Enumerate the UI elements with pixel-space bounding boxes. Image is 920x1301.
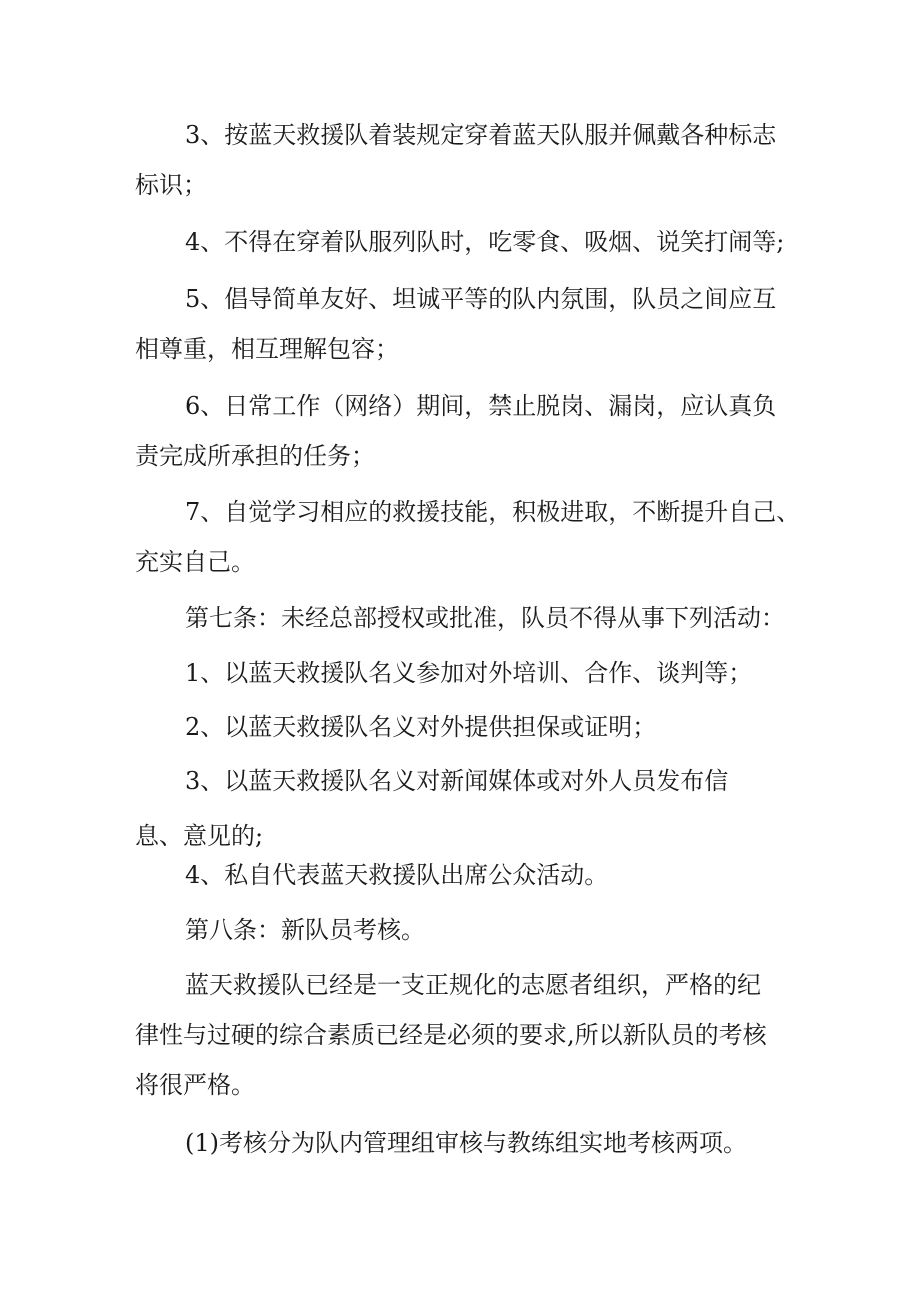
text-line: 第八条：新队员考核。 bbox=[185, 916, 425, 944]
text-line: 4、不得在穿着队服列队时，吃零食、吸烟、说笑打闹等; bbox=[185, 228, 785, 256]
text-line: 3、以蓝天救援队名义对新闻媒体或对外人员发布信 bbox=[185, 767, 729, 795]
text-line: 6、日常工作（网络）期间，禁止脱岗、漏岗，应认真负 bbox=[185, 392, 777, 420]
text-line: 5、倡导简单友好、坦诚平等的队内氛围，队员之间应互 bbox=[185, 285, 777, 313]
text-line: 3、按蓝天救援队着装规定穿着蓝天队服并佩戴各种标志 bbox=[185, 121, 777, 149]
text-line: 4、私自代表蓝天救援队出席公众活动。 bbox=[185, 861, 609, 889]
text-line: 息、意见的; bbox=[135, 822, 264, 850]
text-line: 标识； bbox=[135, 171, 207, 199]
text-line: 相尊重，相互理解包容； bbox=[135, 335, 399, 363]
text-line: 1、以蓝天救援队名义参加对外培训、合作、谈判等； bbox=[185, 659, 753, 687]
text-line: 第七条：未经总部授权或批准，队员不得从事下列活动： bbox=[185, 604, 785, 632]
text-line: (1)考核分为队内管理组审核与教练组实地考核两项。 bbox=[185, 1129, 747, 1157]
text-line: 2、以蓝天救援队名义对外提供担保或证明； bbox=[185, 713, 657, 741]
text-line: 7、自觉学习相应的救援技能，积极进取，不断提升自己、 bbox=[185, 498, 801, 526]
text-line: 律性与过硬的综合素质已经是必须的要求,所以新队员的考核 bbox=[135, 1021, 767, 1049]
text-line: 将很严格。 bbox=[135, 1071, 255, 1099]
text-line: 蓝天救援队已经是一支正规化的志愿者组织，严格的纪 bbox=[185, 971, 761, 999]
text-line: 充实自己。 bbox=[135, 548, 255, 576]
text-line: 责完成所承担的任务； bbox=[135, 442, 375, 470]
